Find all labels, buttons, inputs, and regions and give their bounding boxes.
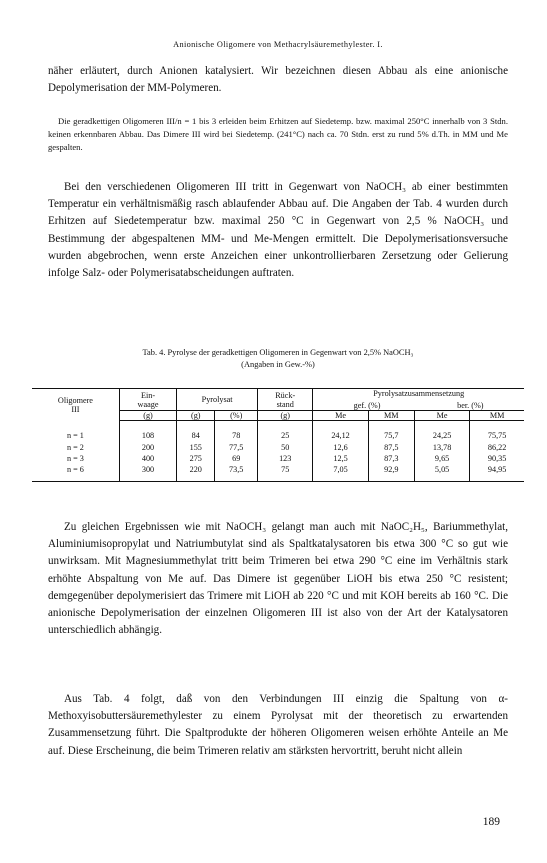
paragraph-4-text: Aus Tab. 4 folgt, daß von den Verbindungen III einzig die Spaltung von α-Methoxyisobuttersäuremethylester zu einem Pyrolysat mit der theoretisch zu erwartenden Zusammensetzung führt. Die Spaltprodukte der höheren Oligomeren weisen erhöhte Anteile an Me auf. Diese Erscheinung, die beim Trimeren relativ am stärksten hervortritt, beruht nicht allein bbox=[48, 693, 508, 757]
note-small-print: Die geradkettigen Oligomeren III/n = 1 bis 3 erleiden beim Erhitzen auf Siedetemp. bzw. maximal 250°C innerhalb von 3 Stdn. keinen erkennbaren Abbau. Das Dimere III wird bei Siedetemp. (241°C) nach ca. 70 Stdn. erst zu rund 5% d.Th. in MM und Me gespalten. bbox=[48, 116, 508, 152]
col-oligomere bbox=[32, 389, 119, 421]
cell-gef-mm: 87,3 bbox=[368, 453, 414, 464]
col-gef-mm: MM bbox=[368, 411, 414, 421]
paragraph-continuation bbox=[48, 63, 508, 97]
col-pyrolysat-g: (g) bbox=[177, 411, 215, 421]
page-number: 189 bbox=[482, 816, 500, 828]
cell-gef-mm: 92,9 bbox=[368, 464, 414, 481]
cell-pyro-pct: 73,5 bbox=[215, 464, 258, 481]
paragraph-2-text: Bei den verschiedenen Oligomeren III tritt in Gegenwart von NaOCH₃ ab einer bestimmten Temperatur ein verhältnismäßig rasch ablaufender Abbau auf. Die Angaben der Tab. 4 wurden durch Erhitzen auf Siedetemperatur bzw. maximal 250 °C in Gegenwart von 2,5 % NaOCH₃ und Bestimmung der abgespaltenen MM- und Me-Mengen ermittelt. Die Depolymerisationsversuche wurden abgebrochen, wenn erste Anzeichen einer unkontrollierbaren Zersetzung oder Gelierung infolge Salz- oder Polymerisatabscheidungen auftraten. bbox=[48, 181, 508, 280]
cell-n: n = 3 bbox=[66, 453, 84, 463]
cell-n: n = 1 bbox=[66, 430, 84, 440]
paragraph-2 bbox=[48, 179, 508, 282]
col-einwaage-unit: (g) bbox=[119, 411, 176, 421]
cell-ber-me: 24,25 bbox=[414, 421, 469, 442]
table-row bbox=[32, 441, 524, 452]
cell-rueck: 75 bbox=[258, 464, 313, 481]
cell-gef-me: 12,6 bbox=[313, 441, 368, 452]
col-einwaage-label: Ein- bbox=[140, 390, 156, 400]
running-head: Anionische Oligomere von Methacrylsäuremethylester. I. bbox=[173, 40, 383, 49]
cell-ber-mm: 75,75 bbox=[470, 421, 524, 442]
cell-rueck: 123 bbox=[258, 453, 313, 464]
cell-pyro-pct: 69 bbox=[215, 453, 258, 464]
table-caption-line-1: Tab. 4. Pyrolyse der geradkettigen Oligomeren in Gegenwart von 2,5% NaOCH₃ bbox=[142, 348, 414, 357]
cell-ber-mm: 90,35 bbox=[470, 453, 524, 464]
col-gef-me: Me bbox=[313, 411, 368, 421]
cell-einwaage: 300 bbox=[119, 464, 176, 481]
cell-gef-me: 7,05 bbox=[313, 464, 368, 481]
cell-einwaage: 108 bbox=[119, 421, 176, 442]
col-gef-ber-row bbox=[315, 401, 522, 410]
paragraph-3 bbox=[48, 519, 508, 639]
cell-ber-mm: 86,22 bbox=[470, 441, 524, 452]
col-einwaage-label-2: waage bbox=[137, 399, 159, 409]
col-rueckstand bbox=[258, 389, 313, 411]
col-ber-me: Me bbox=[414, 411, 469, 421]
col-pyrolysat: Pyrolysat bbox=[177, 389, 258, 411]
table-row bbox=[32, 464, 524, 481]
col-oligomere-label: Oligomere bbox=[57, 395, 93, 405]
cell-pyro-pct: 77,5 bbox=[215, 441, 258, 452]
paragraph-3-text: Zu gleichen Ergebnissen wie mit NaOCH₃ gelangt man auch mit NaOC₂H₅, Bariummethylat, Aluminiumisopropylat und Natriumbutylat sind als Spaltkatalysatoren bis etwa 300 °C so gut wie unwirksam. Mit Magnesiummethylat tritt beim Trimeren bei etwa 290 °C eine im Verhältnis stark erhöhte Abspaltung von Me auf. Das Dimere ist gegenüber LiOH bis etwa 250 °C resistent; demgegenüber depolymerisiert das Trimere mit LiOH ab 220 °C und mit KOH bereits ab 160 °C. Die anionische Depolymerisation der einzelnen Oligomeren III ist also von der Art der Katalysatoren unterschiedlich abhängig. bbox=[48, 521, 508, 637]
col-einwaage bbox=[119, 389, 176, 411]
table-row bbox=[32, 453, 524, 464]
cell-pyro-g: 155 bbox=[177, 441, 215, 452]
col-rueckstand-label: Rück- bbox=[275, 390, 296, 400]
pyrolysis-table bbox=[32, 388, 524, 482]
cell-n: n = 6 bbox=[32, 464, 119, 481]
col-gef-label: gef. (%) bbox=[353, 401, 381, 410]
cell-gef-mm: 87,5 bbox=[368, 441, 414, 452]
cell-gef-me: 12,5 bbox=[313, 453, 368, 464]
cell-ber-mm: 94,95 bbox=[470, 464, 524, 481]
cell-rueck: 25 bbox=[258, 421, 313, 442]
cell-ber-me: 9,65 bbox=[414, 453, 469, 464]
cell-pyro-g: 220 bbox=[177, 464, 215, 481]
col-ber-mm: MM bbox=[470, 411, 524, 421]
col-pyrolysat-pct: (%) bbox=[215, 411, 258, 421]
cell-einwaage: 200 bbox=[119, 441, 176, 452]
paragraph-1-text: näher erläutert, durch Anionen katalysiert. Wir bezeichnen diesen Abbau als eine anionische Depolymerisation der MM-Polymeren. bbox=[48, 65, 508, 95]
table-row bbox=[32, 421, 524, 442]
cell-pyro-g: 275 bbox=[177, 453, 215, 464]
cell-ber-me: 13,78 bbox=[414, 441, 469, 452]
cell-pyro-g: 84 bbox=[177, 421, 215, 442]
col-zusammensetzung-label: Pyrolysatzusammensetzung bbox=[373, 389, 465, 398]
table-caption bbox=[48, 347, 508, 370]
cell-pyro-pct: 78 bbox=[215, 421, 258, 442]
table-caption-line-2: (Angaben in Gew.-%) bbox=[241, 359, 315, 369]
col-zusammensetzung bbox=[313, 389, 524, 411]
cell-rueck: 50 bbox=[258, 441, 313, 452]
col-rueckstand-label-2: stand bbox=[276, 399, 294, 409]
cell-gef-me: 24,12 bbox=[313, 421, 368, 442]
col-rueckstand-unit: (g) bbox=[258, 411, 313, 421]
col-ber-label: ber. (%) bbox=[457, 401, 484, 410]
col-oligomere-label-2: III bbox=[71, 404, 80, 414]
paragraph-4 bbox=[48, 691, 508, 760]
cell-gef-mm: 75,7 bbox=[368, 421, 414, 442]
cell-n: n = 2 bbox=[66, 442, 84, 452]
cell-ber-me: 5,05 bbox=[414, 464, 469, 481]
cell-einwaage: 400 bbox=[119, 453, 176, 464]
